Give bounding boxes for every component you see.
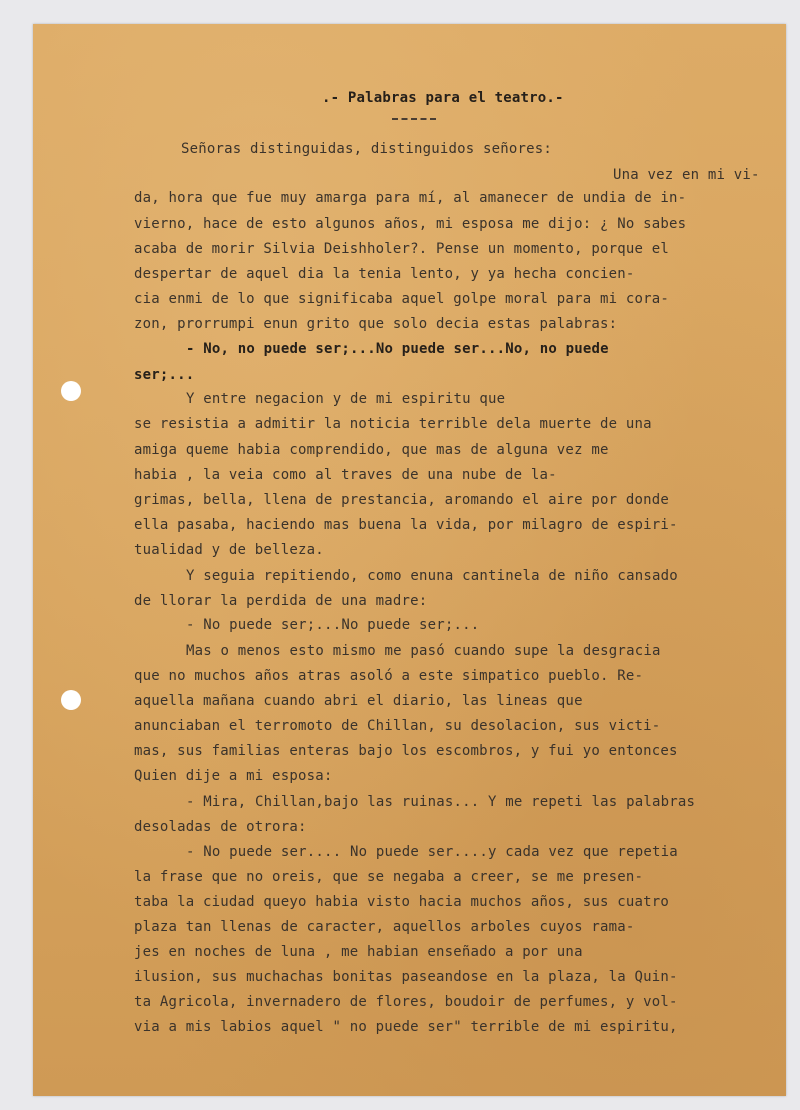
- text-line: amiga queme habia comprendido, que mas de alguna vez me: [134, 442, 609, 458]
- text-line: desoladas de otrora:: [134, 819, 307, 835]
- text-line: plaza tan llenas de caracter, aquellos arboles cuyos rama-: [134, 919, 635, 935]
- text-line: ilusion, sus muchachas bonitas paseandose en la plaza, la Quin-: [134, 969, 678, 985]
- text-line: cia enmi de lo que significaba aquel golpe moral para mi cora-: [134, 291, 669, 307]
- text-line: vierno, hace de esto algunos años, mi esposa me dijo: ¿ No sabes: [134, 216, 687, 232]
- text-line: tualidad y de belleza.: [134, 542, 324, 558]
- text-line: despertar de aquel dia la tenia lento, y ya hecha concien-: [134, 266, 635, 282]
- text-line: da, hora que fue muy amarga para mí, al amanecer de undia de in-: [134, 190, 687, 206]
- text-line: que no muchos años atras asoló a este simpatico pueblo. Re-: [134, 668, 644, 684]
- text-line: Mas o menos esto mismo me pasó cuando supe la desgracia: [186, 643, 661, 659]
- text-line: Y seguia repitiendo, como enuna cantinela de niño cansado: [186, 568, 678, 584]
- text-line: acaba de morir Silvia Deishholer?. Pense un momento, porque el: [134, 241, 669, 257]
- document-title: .- Palabras para el teatro.-: [322, 90, 564, 106]
- text-line: taba la ciudad queyo habia visto hacia muchos años, sus cuatro: [134, 894, 669, 910]
- text-line: - Mira, Chillan,bajo las ruinas... Y me repeti las palabras: [186, 794, 696, 810]
- text-line: se resistia a admitir la noticia terrible dela muerte de una: [134, 416, 652, 432]
- text-line: Una vez en mi vi-: [613, 167, 760, 183]
- title-underline: [392, 118, 436, 120]
- punch-hole: [61, 690, 81, 710]
- text-line: ta Agricola, invernadero de flores, boudoir de perfumes, y vol-: [134, 994, 678, 1010]
- greeting: Señoras distinguidas, distinguidos señores:: [181, 141, 553, 157]
- text-line: ser;...: [134, 367, 195, 383]
- text-line: - No puede ser.... No puede ser....y cada vez que repetia: [186, 844, 678, 860]
- text-line: via a mis labios aquel " no puede ser" terrible de mi espiritu,: [134, 1019, 678, 1035]
- text-line: - No, no puede ser;...No puede ser...No, no puede: [186, 341, 609, 357]
- punch-hole: [61, 381, 81, 401]
- text-line: - No puede ser;...No puede ser;...: [186, 617, 480, 633]
- text-line: ella pasaba, haciendo mas buena la vida, por milagro de espiri-: [134, 517, 678, 533]
- text-line: zon, prorrumpi enun grito que solo decia estas palabras:: [134, 316, 618, 332]
- document-page: [33, 24, 786, 1096]
- text-line: anunciaban el terromoto de Chillan, su desolacion, sus victi-: [134, 718, 661, 734]
- text-line: grimas, bella, llena de prestancia, aromando el aire por donde: [134, 492, 669, 508]
- text-line: habia , la veia como al traves de una nube de la-: [134, 467, 557, 483]
- text-line: aquella mañana cuando abri el diario, las lineas que: [134, 693, 583, 709]
- text-line: Y entre negacion y de mi espiritu que: [186, 391, 506, 407]
- text-line: Quien dije a mi esposa:: [134, 768, 333, 784]
- text-line: de llorar la perdida de una madre:: [134, 593, 428, 609]
- text-line: mas, sus familias enteras bajo los escombros, y fui yo entonces: [134, 743, 678, 759]
- text-line: jes en noches de luna , me habian enseñado a por una: [134, 944, 583, 960]
- text-line: la frase que no oreis, que se negaba a creer, se me presen-: [134, 869, 644, 885]
